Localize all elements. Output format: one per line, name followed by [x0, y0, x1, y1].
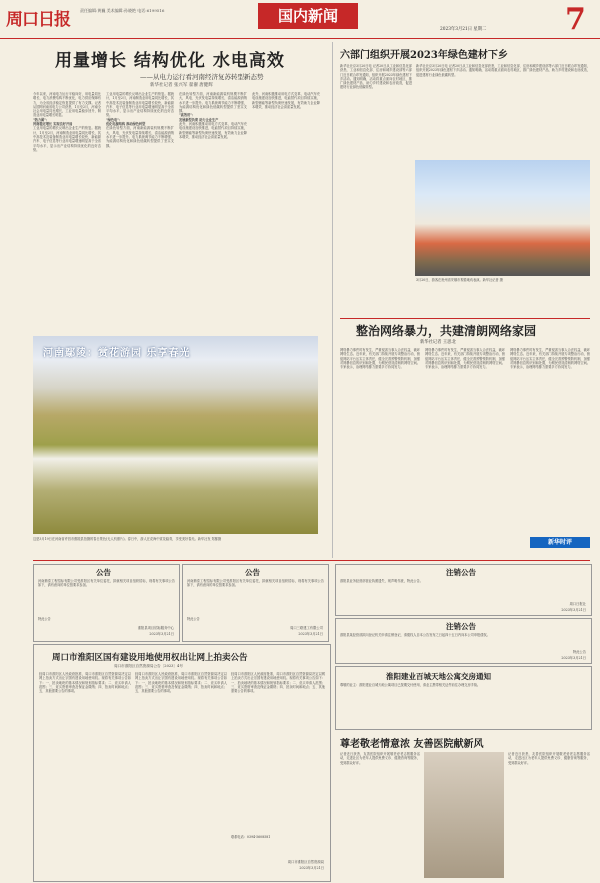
notice-2-unit: 周口三联建工有限公司	[290, 626, 323, 630]
newspaper-logo: 周口日报	[6, 10, 70, 30]
notice-3-date: 2023年3月21日	[561, 608, 586, 612]
green-building-headline: 六部门组织开展2023年绿色建材下乡	[340, 50, 508, 61]
column-divider	[332, 42, 333, 558]
notice-2-title: 公告	[245, 568, 260, 577]
subhead-1: "热力图"：	[33, 117, 50, 122]
editor-info: 责任编辑:黄巍 美术编辑:孙晓艳 电话:6199516	[80, 8, 165, 13]
land-auction-title: 周口市淮阳区国有建设用地使用权出让网上拍卖公告	[52, 653, 248, 663]
notice-3-text: 淮阳县业务经营部营业执照遗失，现声明作废，特此公告。	[340, 579, 423, 583]
section-rule	[340, 318, 590, 319]
notice-2	[182, 564, 329, 642]
lead-col3-text: 在绿色转型方面，河南新能源装机规模不断扩大，风电、光伏发电量持续增长，清洁能源消纳水平进一步提升。电力系统调节能力不断增强，为能源结构优化和绿色低碳转型提供了坚实支撑。	[179, 92, 247, 114]
land-auction-notice	[33, 644, 331, 882]
lead-headline: 用量增长 结构优化 水电高效	[55, 51, 285, 71]
notice-4	[335, 618, 592, 664]
subhead-2b: 优化电源结构 推动绿色转型	[106, 122, 146, 127]
issue-date: 2023年3月21日 星期二	[440, 27, 487, 32]
elder-care-col-2: 记者近日获悉，友善医院组织开展敬老爱老志愿服务活动，走进社区为老年人提供免费义诊、健康咨询等服务，受到群众好评。	[508, 752, 590, 765]
land-auction-unit: 周口市淮阳区自然资源局	[287, 860, 324, 864]
elder-care-photo	[424, 752, 504, 878]
lead-col3-more: 此外，河南积极推动用电方式变革，电动汽车充电设施建设加快推进，电能替代项目持续实施，新型储能等新型负荷快速发展，有效助力企业降本增效，推动经济社会高质量发展。	[179, 122, 247, 139]
notice-3-title: 注销公告	[446, 568, 476, 577]
notice-4-text: 淮阳县某经营部拟向登记机关申请注销登记，请债权人自本公告发布之日起四十五日内向本公司申报债权。	[340, 633, 490, 637]
lead-column-1	[33, 92, 101, 332]
lead-col4-text: 此外，河南积极推动用电方式变革，电动汽车充电设施建设加快推进，电能替代项目持续实施，新型储能等新型负荷快速发展，有效助力企业降本增效，推动经济社会高质量发展。	[252, 92, 320, 109]
cyber-violence-headline: 整治网络暴力，共建清朗网络家园	[356, 324, 537, 338]
spring-flowers-photo	[33, 336, 318, 534]
elder-care-headline: 尊老敬老情意浓 友善医院献新风	[340, 739, 484, 750]
notice-2-text: 河南鼎泰工程招标有限公司受淮阳区有关单位委托，拟就相关项目组织招标，现将有关事项公告如下，请有意向的单位按要求参加。	[187, 579, 324, 588]
xinhua-commentary-badge: 新华时评	[530, 537, 590, 548]
notice-1-unit: 淮阳县项目招标服务中心	[137, 626, 174, 630]
land-auction-col-1: 经周口市淮阳区人民政府批准，周口市淮阳区自然资源局决定以网上拍卖方式出让宗国有建设用地使用权。现将有关事项公告如下：一、拍卖地块的基本情况和规划指标要求；二、竞买申请人范围；三、竞买资格审查及保证金缴纳；四、拍卖时间和地点；五、其他需要公告的事项。	[39, 672, 131, 694]
handover-notice	[335, 666, 592, 730]
land-auction-col-3: 经周口市淮阳区人民政府批准，周口市淮阳区自然资源局决定以网上拍卖方式出让宗国有建设用地使用权。现将有关事项公告如下：一、拍卖地块的基本情况和规划指标要求；二、竞买申请人范围；三、竞买资格审查及保证金缴纳；四、拍卖时间和地点；五、其他需要公告的事项。	[231, 672, 325, 694]
notice-1-sign: 特此公告	[38, 617, 51, 621]
handover-text: 尊敬的业主：淮阳建业百城天地公寓项目已按期交付使用，请业主携带相关证件前往办理交房手续。	[340, 683, 481, 687]
lead-col2-more: 在绿色转型方面，河南新能源装机规模不断扩大，风电、光伏发电量持续增长，清洁能源消纳水平进一步提升。电力系统调节能力不断增强，为能源结构优化和绿色低碳转型提供了坚实支撑。	[106, 126, 174, 148]
cyber-violence-col-2: 网络暴力事件时有发生，严重侵害当事人合法权益，破坏网络生态。近年来，有关部门持续开展专项整治行动，督促网站平台压实主体责任，健全完善预警预防机制，加强对网暴信息的识别和处置，为网民营造清朗的网络空间。专家表示，治理网络暴力需要多方协同发力。	[425, 348, 505, 370]
subhead-2: "绿色电"：	[106, 117, 123, 122]
notice-1-text: 河南鼎泰工程招标有限公司受淮阳区有关单位委托，拟就相关项目组织招标，现将有关事项公告如下，请有意向的单位按要求参加。	[38, 579, 175, 588]
lead-byline: 新华社记者 张兴军 翟濯 唐健辉	[150, 83, 213, 88]
notice-1-title: 公告	[96, 568, 111, 577]
notice-3	[335, 564, 592, 616]
lead-column-4	[252, 92, 320, 332]
land-auction-contact: 联系电话：0394-5608581	[231, 835, 271, 839]
lead-column-2	[106, 92, 174, 332]
subhead-1b: 河南稳定增长 实现良好开局	[33, 122, 73, 127]
land-auction-col-2: 经周口市淮阳区人民政府批准，周口市淮阳区自然资源局决定以网上拍卖方式出让宗国有建设用地使用权。现将有关事项公告如下：一、拍卖地块的基本情况和规划指标要求；二、竞买申请人范围；三、竞买资格审查及保证金缴纳；四、拍卖时间和地点；五、其他需要公告的事项。	[135, 672, 227, 694]
notice-1	[33, 564, 180, 642]
folk-photo-caption: 3月20日，游客在贵州省安顺市观看地戏表演。新华社记者 摄	[416, 278, 503, 282]
cyber-violence-col-3: 网络暴力事件时有发生，严重侵害当事人合法权益，破坏网络生态。近年来，有关部门持续开展专项整治行动，督促网站平台压实主体责任，健全完善预警预防机制，加强对网暴信息的识别和处置，为网民营造清朗的网络空间。专家表示，治理网络暴力需要多方协同发力。	[510, 348, 590, 370]
lead-col1-text: 今年以来，河南电力运行平稳向好，用电量同比增长，电力消费结构不断优化，电力供应保障有力，为全省经济稳定恢复提供了有力支撑。记者从国网河南省电力公司获悉，1月至2月，河南全社会用电量同比增长，工业用电量稳步回升，制造业用电量增长明显。	[33, 92, 101, 118]
page-number: 7	[565, 2, 586, 37]
green-building-text-2: 新华社北京3月20日电 记者20日从工业和信息化部获悉，工业和信息化部、住房和城乡建设部等六部门近日联合印发通知，组织开展2023年绿色建材下乡活动。通知明确，活动将重点面向农村地区，推广绿色建材产品，助力乡村建设和农房改造，促进建材行业绿色低碳转型。	[416, 64, 590, 77]
subhead-3b: 发展新型负荷 助力企业生产	[179, 117, 219, 122]
notice-2-sign: 特此公告	[187, 617, 200, 621]
notice-2-date: 2023年3月21日	[298, 632, 323, 636]
photo-caption: 这是3月19日在河南省许昌市鄢陵县拍摄的春日景色(无人机照片)。春日中，游人在花海中赏花踏青，享受美好春光。新华社发 郑鄢摄	[33, 537, 222, 541]
notice-1-date: 2023年3月21日	[149, 632, 174, 636]
folk-performance-photo	[415, 160, 590, 276]
handover-title: 淮阳建业百城天地公寓交房通知	[386, 672, 491, 681]
masthead	[0, 0, 600, 39]
notice-4-date: 2023年3月21日	[561, 656, 586, 660]
green-building-text-1: 新华社北京3月20日电 记者20日从工业和信息化部获悉，工业和信息化部、住房和城乡建设部等六部门近日联合印发通知，组织开展2023年绿色建材下乡活动。通知明确，活动将重点面向农村地区，推广绿色建材产品，助力乡村建设和农房改造，促进建材行业绿色低碳转型。	[340, 64, 412, 90]
cyber-violence-col-1: 网络暴力事件时有发生，严重侵害当事人合法权益，破坏网络生态。近年来，有关部门持续开展专项整治行动，督促网站平台压实主体责任，健全完善预警预防机制，加强对网暴信息的识别和处置，为网民营造清朗的网络空间。专家表示，治理网络暴力需要多方协同发力。	[340, 348, 420, 370]
subhead-3: "高效用"：	[179, 113, 196, 118]
lead-col2-text: 工业用电量的增长反映出企业生产的恢复。据统计，1月至2月，河南制造业用电量同比增长，其中高技术及装备制造业用电量增长较快，新能源汽车、电子信息等行业用电量增速明显高于全省平均水平，显示出产业结构持续优化的良好态势。	[106, 92, 174, 118]
notice-4-sign: 特此公告	[572, 650, 586, 654]
lead-column-3	[179, 92, 247, 332]
elder-care-col-1: 记者近日获悉，友善医院组织开展敬老爱老志愿服务活动，走进社区为老年人提供免费义诊、健康咨询等服务，受到群众好评。	[340, 752, 420, 765]
notice-rule	[33, 560, 590, 561]
cyber-violence-byline: 新华社记者 王思北	[420, 340, 456, 345]
photo-title: 河南鄢陵：赏花游园 乐享春光	[43, 348, 191, 359]
notice-3-sign: 周口日报社	[569, 602, 586, 606]
notice-4-title: 注销公告	[446, 622, 476, 631]
section-title: 国内新闻	[258, 3, 358, 29]
lead-subtitle: ——从电力运行看河南经济复苏转型新态势	[140, 73, 264, 81]
lead-col1-more: 工业用电量的增长反映出企业生产的恢复。据统计，1月至2月，河南制造业用电量同比增长，其中高技术及装备制造业用电量增长较快，新能源汽车、电子信息等行业用电量增速明显高于全省平均水平，显示出产业结构持续优化的良好态势。	[33, 126, 101, 152]
land-auction-date: 2023年3月21日	[299, 866, 324, 870]
land-auction-ref: 周口市淮阳区自然资源局公告〔2023〕4号	[114, 664, 183, 668]
